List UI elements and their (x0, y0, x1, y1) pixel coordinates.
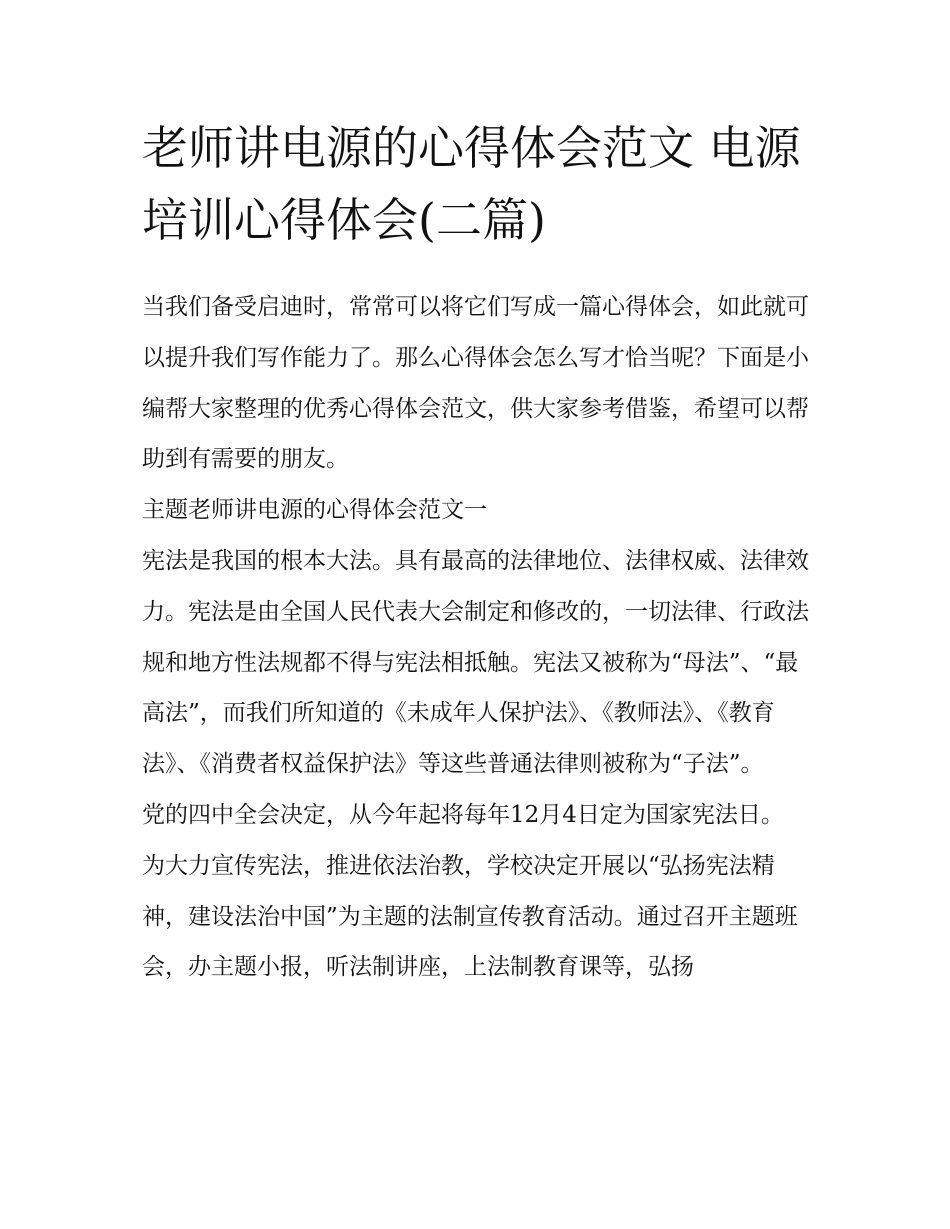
section-heading: 主题老师讲电源的心得体会范文一 (142, 497, 487, 524)
paragraph-constitution: 宪法是我国的根本大法。具有最高的法律地位、法律权威、法律效力。宪法是由全国人民代表大会制定和修改的，一切法律、行政法规和地方性法规都不得与宪法相抵触。宪法又被称为“母法”、“最高法”，而我们所知道的《未成年人保护法》、《教师法》、《教育法》、《消费者权益保护法》等这些普通法律则被称为“子法”。 (142, 547, 809, 778)
paragraph-intro: 当我们备受启迪时，常常可以将它们写成一篇心得体会，如此就可以提升我们写作能力了。那么心得体会怎么写才恰当呢？下面是小编帮大家整理的优秀心得体会范文，供大家参考借鉴，希望可以帮助到有需要的朋友。 (142, 294, 809, 473)
document-body (142, 282, 814, 993)
paragraph-constitution-day: 党的四中全会决定，从今年起将每年12月4日定为国家宪法日。 (142, 801, 784, 828)
document-page (142, 112, 814, 993)
document-title: 老师讲电源的心得体会范文 电源培训心得体会(二篇) (142, 121, 801, 247)
paragraph-school-activity: 为大力宣传宪法，推进依法治教，学校决定开展以“弘扬宪法精神，建设法治中国”为主题的法制宣传教育活动。通过召开主题班会，办主题小报，听法制讲座，上法制教育课等，弘扬 (142, 852, 798, 981)
